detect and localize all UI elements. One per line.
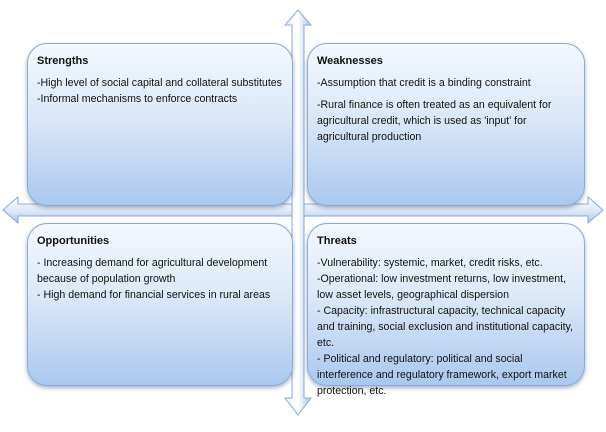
threats-box (307, 223, 585, 397)
weaknesses-title: Weaknesses (317, 55, 383, 67)
weaknesses-box (307, 43, 585, 206)
strengths-item: -Informal mechanisms to enforce contracts (37, 93, 238, 105)
threats-item: -Operational: low investment returns, low investment, low asset levels, geographical dispersion (317, 273, 567, 301)
threats-list (317, 255, 576, 399)
threats-item: -Vulnerability: systemic, market, credit risks, etc. (317, 257, 543, 269)
strengths-list (37, 75, 284, 107)
opportunities-item: - Increasing demand for agricultural development because of population growth (37, 257, 268, 285)
weaknesses-item: -Rural finance is often treated as an equivalent for agricultural credit, which is used as 'input' for agricultural production (317, 99, 552, 143)
opportunities-title: Opportunities (37, 235, 110, 247)
threats-item: - Capacity: infrastructural capacity, technical capacity and training, social exclusion and institutional capacity, etc. (317, 305, 573, 349)
strengths-item: -High level of social capital and collateral substitutes (37, 77, 282, 89)
opportunities-item: - High demand for financial services in rural areas (37, 289, 271, 301)
strengths-title: Strengths (37, 55, 89, 67)
threats-title: Threats (317, 235, 357, 247)
threats-item: - Political and regulatory: political and social interference and regulatory framework, export market protection, etc. (317, 353, 567, 397)
weaknesses-item: -Assumption that credit is a binding constraint (317, 77, 531, 89)
strengths-box (27, 43, 293, 206)
opportunities-list (37, 255, 284, 303)
opportunities-box (27, 223, 293, 386)
weaknesses-list (317, 75, 576, 145)
